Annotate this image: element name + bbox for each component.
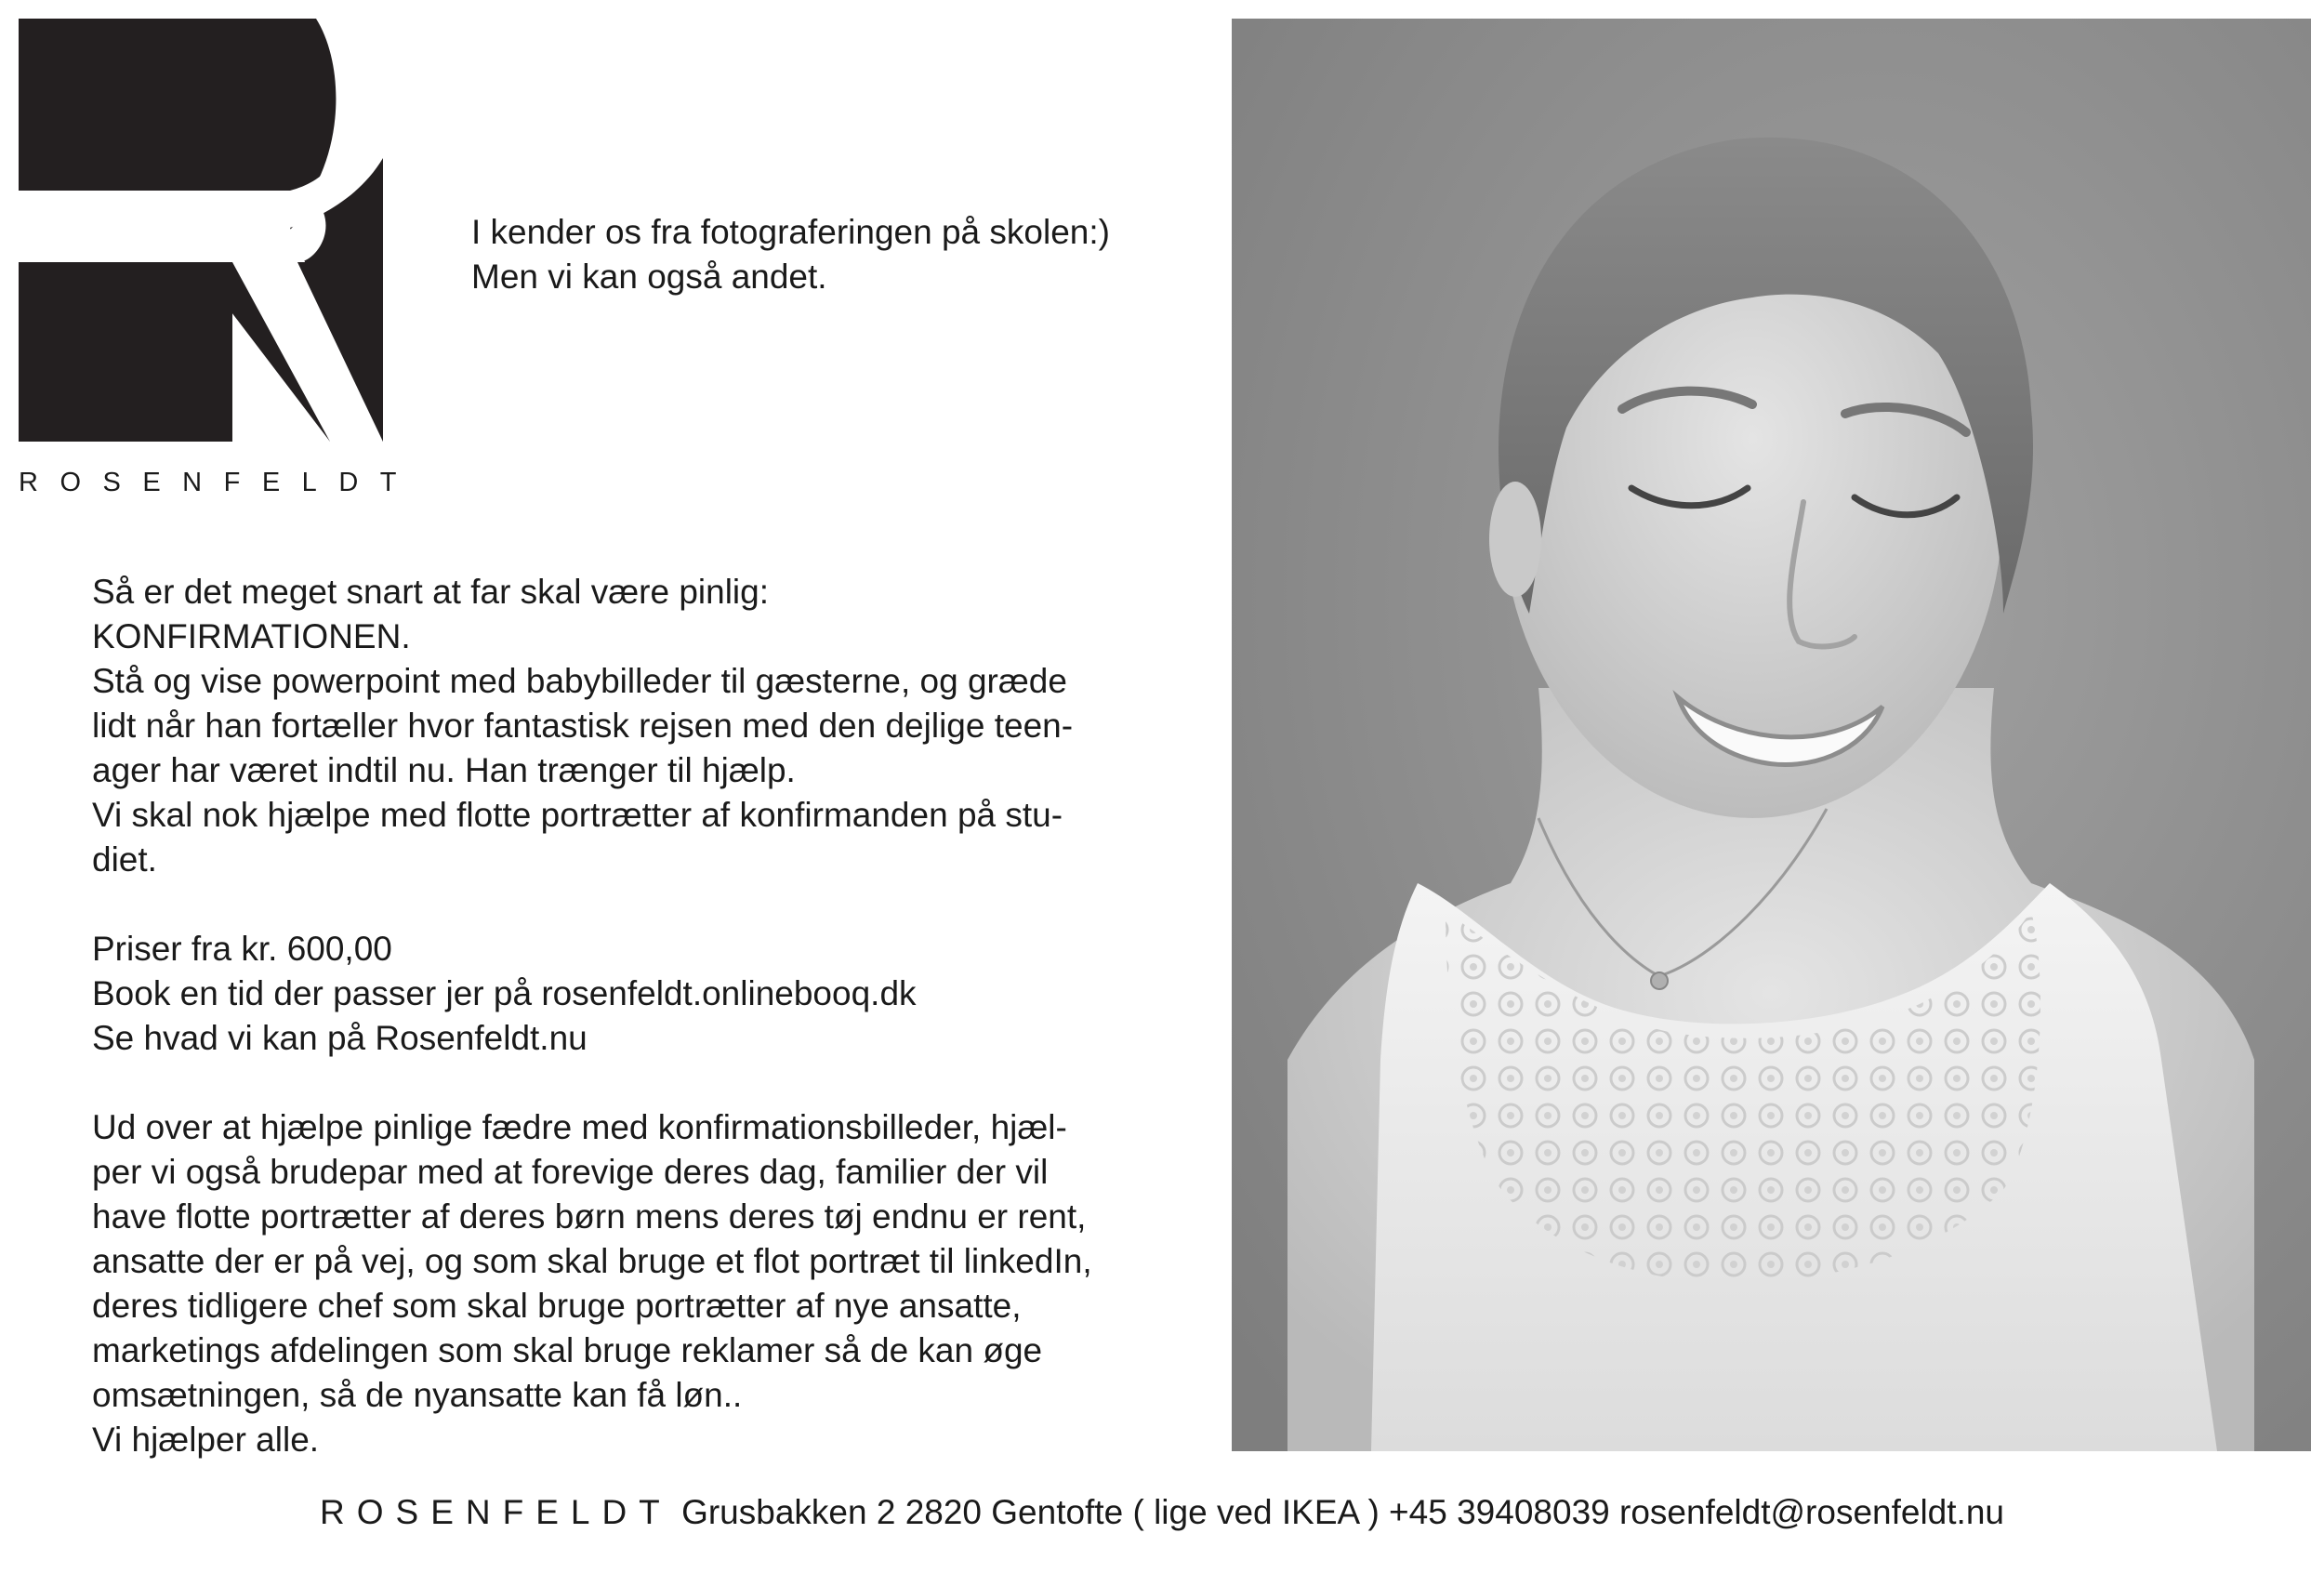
paragraph-gap	[92, 1061, 1092, 1105]
text-line: omsætningen, så de nyansatte kan få løn..	[92, 1376, 743, 1414]
text-line: ansatte der er på vej, og som skal bruge et flot portræt til linkedIn,	[92, 1242, 1092, 1280]
logo-r-lower-left	[19, 262, 232, 442]
text-line: KONFIRMATIONEN.	[92, 617, 411, 655]
text-line: Stå og vise powerpoint med babybilleder til gæsterne, og græde	[92, 662, 1067, 700]
footer-contact	[0, 1493, 2324, 1532]
text-line: Så er det meget snart at far skal være pinlig:	[92, 573, 770, 611]
necklace-pendant	[1651, 972, 1668, 989]
text-line: diet.	[92, 840, 157, 879]
intro-line: Men vi kan også andet.	[471, 258, 827, 296]
body-text	[92, 570, 1092, 1462]
ear	[1489, 482, 1541, 597]
footer-address: Grusbakken 2 2820 Gentofte ( lige ved IKEA ) +45 39408039 rosenfeldt@rosenfeldt.nu	[681, 1493, 2004, 1531]
footer-brand: ROSENFELDT	[320, 1493, 672, 1531]
portrait-illustration	[1232, 19, 2311, 1451]
paragraph-prices-booking	[92, 927, 1092, 1061]
paragraph-services	[92, 1105, 1092, 1462]
text-line: Vi skal nok hjælpe med flotte portrætter af konfirmanden på stu-	[92, 796, 1063, 834]
paragraph-konfirmation	[92, 570, 1092, 882]
booking-line: Book en tid der passer jer på rosenfeldt.onlinebooq.dk	[92, 974, 917, 1012]
text-line: ager har været indtil nu. Han trænger til hjælp.	[92, 751, 796, 789]
text-line: marketings afdelingen som skal bruge reklamer så de kan øge	[92, 1331, 1043, 1369]
text-line: Vi hjælper alle.	[92, 1421, 320, 1459]
rosenfeldt-logo-mark	[19, 19, 383, 442]
text-line: lidt når han fortæller hvor fantastisk rejsen med den dejlige teen-	[92, 707, 1074, 745]
logo-wordmark: ROSENFELDT	[19, 468, 418, 497]
website-line: Se hvad vi kan på Rosenfeldt.nu	[92, 1019, 588, 1057]
intro-line: I kender os fra fotograferingen på skolen:)	[471, 213, 1110, 251]
text-line: Ud over at hjælpe pinlige fædre med konfirmationsbilleder, hjæl-	[92, 1108, 1067, 1146]
text-line: deres tidligere chef som skal bruge portrætter af nye ansatte,	[92, 1287, 1022, 1325]
portrait-photo	[1232, 19, 2311, 1451]
intro-text	[471, 210, 1110, 299]
text-line: have flotte portrætter af deres børn mens deres tøj endnu er rent,	[92, 1197, 1087, 1236]
text-line: per vi også brudepar med at forevige deres dag, familier der vil	[92, 1153, 1049, 1191]
price-line: Priser fra kr. 600,00	[92, 930, 392, 968]
paragraph-gap	[92, 882, 1092, 927]
